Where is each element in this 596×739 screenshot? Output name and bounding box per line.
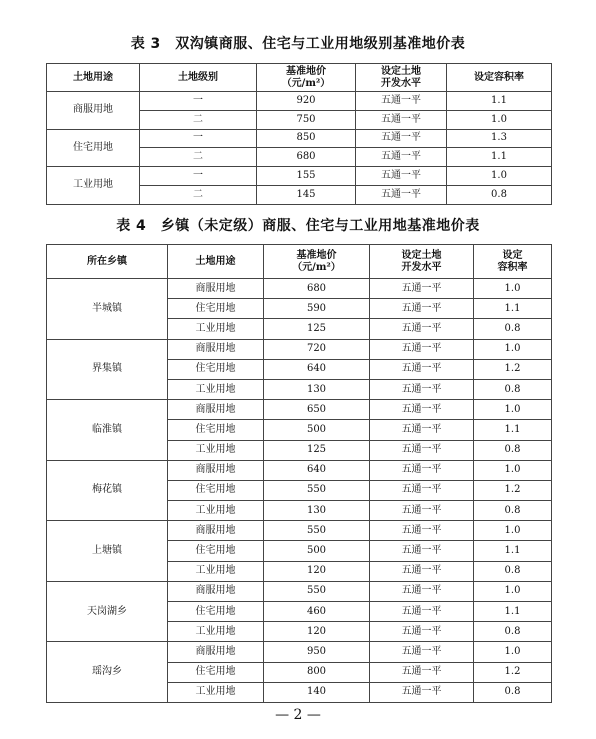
land-use-cell: 工业用地 <box>168 622 264 642</box>
town-cell: 临淮镇 <box>47 400 168 461</box>
development-level-cell: 五通一平 <box>370 279 474 299</box>
table4-row <box>47 339 552 359</box>
base-price-cell: 500 <box>264 420 370 440</box>
development-level-cell: 五通一平 <box>370 561 474 581</box>
table3-header-cell: 设定土地 开发水平 <box>356 64 447 92</box>
floor-area-ratio-cell: 1.2 <box>474 359 552 379</box>
table4-row <box>47 400 552 420</box>
floor-area-ratio-cell: 0.8 <box>474 501 552 521</box>
land-use-cell: 工业用地 <box>47 167 140 205</box>
floor-area-ratio-cell: 1.1 <box>474 299 552 319</box>
land-use-cell: 工业用地 <box>168 379 264 399</box>
base-price-cell: 590 <box>264 299 370 319</box>
land-use-cell: 工业用地 <box>168 319 264 339</box>
floor-area-ratio-cell: 1.0 <box>474 460 552 480</box>
development-level-cell: 五通一平 <box>356 92 447 111</box>
land-use-cell: 住宅用地 <box>47 129 140 167</box>
land-use-cell: 商服用地 <box>168 279 264 299</box>
development-level-cell: 五通一平 <box>370 480 474 500</box>
table3-row <box>47 167 552 186</box>
table4-header-cell: 所在乡镇 <box>47 245 168 279</box>
land-use-cell: 住宅用地 <box>168 541 264 561</box>
base-price-cell: 550 <box>264 480 370 500</box>
development-level-cell: 五通一平 <box>370 581 474 601</box>
base-price-cell: 145 <box>257 185 356 204</box>
town-cell: 梅花镇 <box>47 460 168 521</box>
base-price-cell: 500 <box>264 541 370 561</box>
base-price-cell: 680 <box>264 279 370 299</box>
floor-area-ratio-cell: 1.0 <box>474 521 552 541</box>
table3-header-cell: 土地级别 <box>140 64 257 92</box>
base-price-cell: 460 <box>264 602 370 622</box>
floor-area-ratio-cell: 0.8 <box>447 185 552 204</box>
town-cell: 瑶沟乡 <box>47 642 168 703</box>
development-level-cell: 五通一平 <box>356 110 447 129</box>
land-level-cell: 一 <box>140 129 257 148</box>
table3-row <box>47 129 552 148</box>
floor-area-ratio-cell: 1.2 <box>474 480 552 500</box>
floor-area-ratio-cell: 1.1 <box>474 602 552 622</box>
land-use-cell: 商服用地 <box>168 400 264 420</box>
table4-header-cell: 基准地价 （元/m²） <box>264 245 370 279</box>
base-price-cell: 125 <box>264 319 370 339</box>
floor-area-ratio-cell: 1.3 <box>447 129 552 148</box>
land-level-cell: 二 <box>140 110 257 129</box>
table4-title: 表 4 乡镇（未定级）商服、住宅与工业用地基准地价表 <box>116 218 480 234</box>
base-price-cell: 125 <box>264 440 370 460</box>
development-level-cell: 五通一平 <box>370 400 474 420</box>
town-cell: 天岗湖乡 <box>47 581 168 642</box>
base-price-cell: 800 <box>264 662 370 682</box>
land-use-cell: 商服用地 <box>168 642 264 662</box>
development-level-cell: 五通一平 <box>356 185 447 204</box>
base-price-cell: 140 <box>264 682 370 702</box>
town-cell: 界集镇 <box>47 339 168 400</box>
table3-header-row <box>47 64 552 92</box>
floor-area-ratio-cell: 1.1 <box>474 420 552 440</box>
land-use-cell: 住宅用地 <box>168 359 264 379</box>
floor-area-ratio-cell: 1.0 <box>474 642 552 662</box>
land-use-cell: 商服用地 <box>168 339 264 359</box>
development-level-cell: 五通一平 <box>370 420 474 440</box>
base-price-cell: 130 <box>264 379 370 399</box>
development-level-cell: 五通一平 <box>370 339 474 359</box>
base-price-cell: 155 <box>257 167 356 186</box>
land-level-cell: 二 <box>140 185 257 204</box>
development-level-cell: 五通一平 <box>370 299 474 319</box>
floor-area-ratio-cell: 0.8 <box>474 622 552 642</box>
floor-area-ratio-cell: 1.0 <box>474 339 552 359</box>
table4-row <box>47 460 552 480</box>
base-price-cell: 950 <box>264 642 370 662</box>
land-use-cell: 住宅用地 <box>168 420 264 440</box>
table4-header-cell: 设定土地 开发水平 <box>370 245 474 279</box>
table3 <box>46 63 552 205</box>
floor-area-ratio-cell: 1.1 <box>447 148 552 167</box>
base-price-cell: 750 <box>257 110 356 129</box>
town-cell: 上塘镇 <box>47 521 168 582</box>
base-price-cell: 550 <box>264 521 370 541</box>
land-use-cell: 工业用地 <box>168 561 264 581</box>
land-level-cell: 一 <box>140 92 257 111</box>
development-level-cell: 五通一平 <box>370 662 474 682</box>
base-price-cell: 130 <box>264 501 370 521</box>
land-level-cell: 二 <box>140 148 257 167</box>
table4-header-cell: 设定 容积率 <box>474 245 552 279</box>
table4 <box>46 244 552 703</box>
base-price-cell: 850 <box>257 129 356 148</box>
base-price-cell: 640 <box>264 460 370 480</box>
land-level-cell: 一 <box>140 167 257 186</box>
development-level-cell: 五通一平 <box>370 460 474 480</box>
base-price-cell: 920 <box>257 92 356 111</box>
development-level-cell: 五通一平 <box>370 622 474 642</box>
table4-row <box>47 581 552 601</box>
base-price-cell: 680 <box>257 148 356 167</box>
land-use-cell: 商服用地 <box>168 581 264 601</box>
floor-area-ratio-cell: 0.8 <box>474 319 552 339</box>
table4-header-cell: 土地用途 <box>168 245 264 279</box>
floor-area-ratio-cell: 1.2 <box>474 662 552 682</box>
development-level-cell: 五通一平 <box>356 148 447 167</box>
development-level-cell: 五通一平 <box>370 602 474 622</box>
base-price-cell: 650 <box>264 400 370 420</box>
development-level-cell: 五通一平 <box>370 501 474 521</box>
table3-header-cell: 土地用途 <box>47 64 140 92</box>
table4-header-row <box>47 245 552 279</box>
base-price-cell: 550 <box>264 581 370 601</box>
land-use-cell: 住宅用地 <box>168 480 264 500</box>
floor-area-ratio-cell: 0.8 <box>474 379 552 399</box>
page-number: — 2 — <box>275 707 321 723</box>
development-level-cell: 五通一平 <box>370 359 474 379</box>
land-use-cell: 工业用地 <box>168 682 264 702</box>
floor-area-ratio-cell: 1.0 <box>474 279 552 299</box>
development-level-cell: 五通一平 <box>356 129 447 148</box>
land-use-cell: 工业用地 <box>168 440 264 460</box>
land-use-cell: 住宅用地 <box>168 662 264 682</box>
floor-area-ratio-cell: 1.1 <box>447 92 552 111</box>
floor-area-ratio-cell: 1.1 <box>474 541 552 561</box>
table4-row <box>47 521 552 541</box>
floor-area-ratio-cell: 0.8 <box>474 561 552 581</box>
floor-area-ratio-cell: 1.0 <box>447 167 552 186</box>
base-price-cell: 120 <box>264 561 370 581</box>
development-level-cell: 五通一平 <box>370 379 474 399</box>
land-use-cell: 工业用地 <box>168 501 264 521</box>
land-use-cell: 商服用地 <box>168 460 264 480</box>
development-level-cell: 五通一平 <box>356 167 447 186</box>
development-level-cell: 五通一平 <box>370 642 474 662</box>
table4-row <box>47 279 552 299</box>
development-level-cell: 五通一平 <box>370 682 474 702</box>
land-use-cell: 商服用地 <box>47 92 140 130</box>
development-level-cell: 五通一平 <box>370 541 474 561</box>
floor-area-ratio-cell: 0.8 <box>474 682 552 702</box>
table3-header-cell: 基准地价 （元/m²） <box>257 64 356 92</box>
development-level-cell: 五通一平 <box>370 440 474 460</box>
floor-area-ratio-cell: 1.0 <box>474 400 552 420</box>
base-price-cell: 640 <box>264 359 370 379</box>
table3-row <box>47 92 552 111</box>
floor-area-ratio-cell: 1.0 <box>447 110 552 129</box>
floor-area-ratio-cell: 1.0 <box>474 581 552 601</box>
base-price-cell: 720 <box>264 339 370 359</box>
base-price-cell: 120 <box>264 622 370 642</box>
development-level-cell: 五通一平 <box>370 521 474 541</box>
land-use-cell: 住宅用地 <box>168 602 264 622</box>
table3-title: 表 3 双沟镇商服、住宅与工业用地级别基准地价表 <box>130 36 466 52</box>
land-use-cell: 住宅用地 <box>168 299 264 319</box>
table4-row <box>47 642 552 662</box>
development-level-cell: 五通一平 <box>370 319 474 339</box>
town-cell: 半城镇 <box>47 279 168 340</box>
land-use-cell: 商服用地 <box>168 521 264 541</box>
table3-header-cell: 设定容积率 <box>447 64 552 92</box>
floor-area-ratio-cell: 0.8 <box>474 440 552 460</box>
